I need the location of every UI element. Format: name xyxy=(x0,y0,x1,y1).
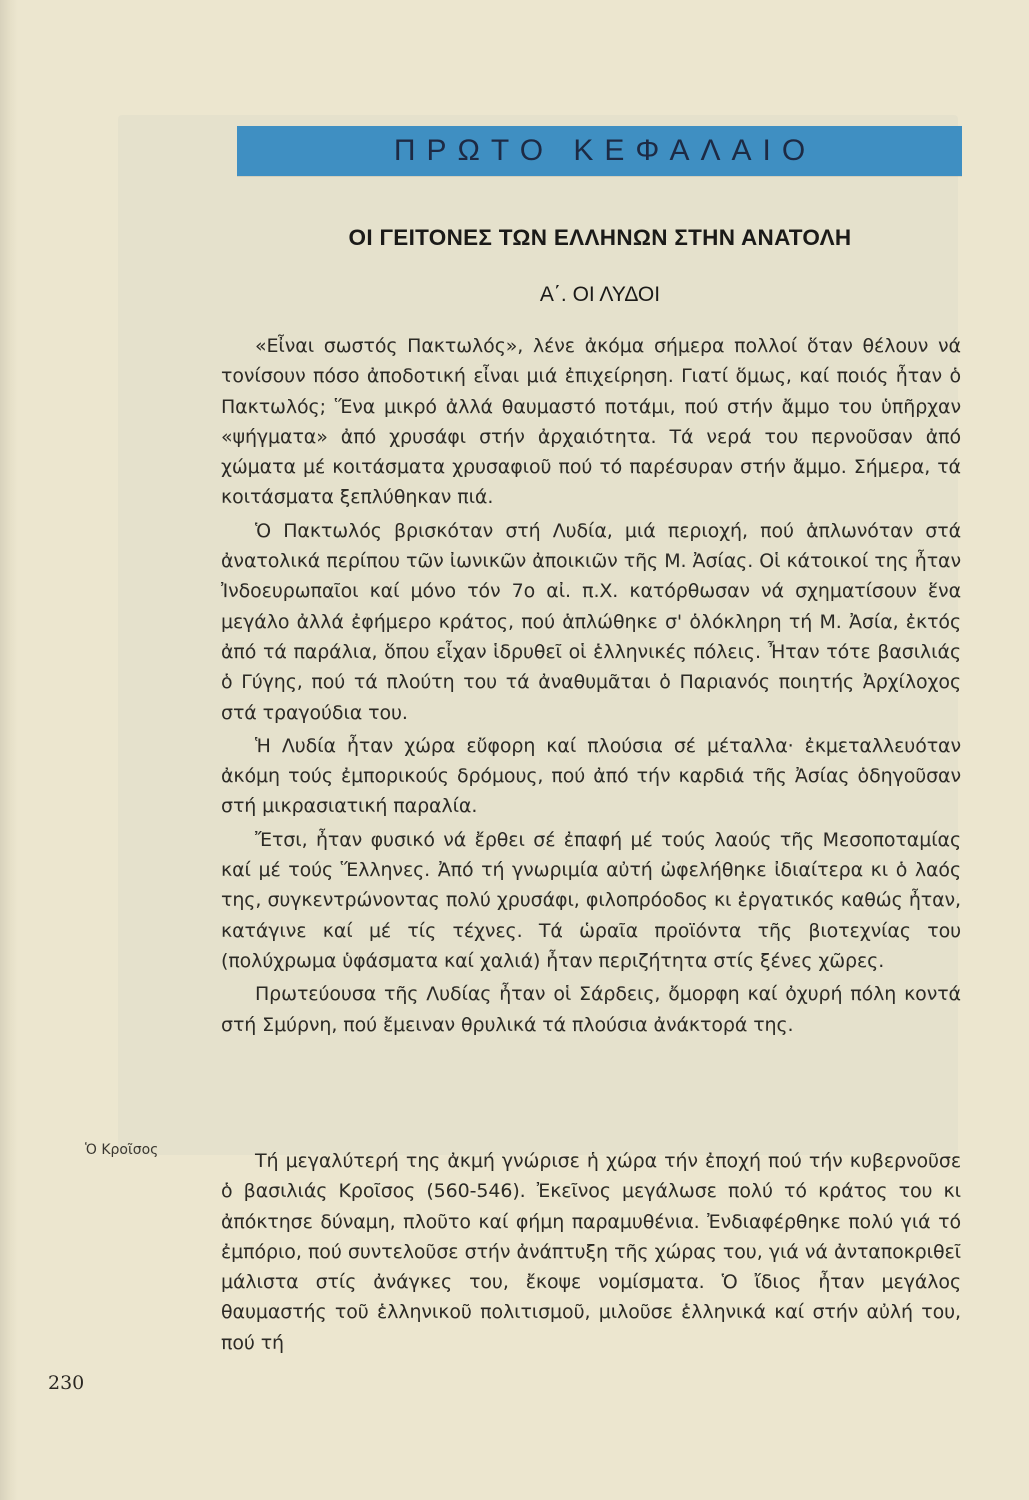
section-title: Α΄. ΟΙ ΛΥΔΟΙ xyxy=(539,283,661,306)
body-text-top xyxy=(221,331,961,1040)
paragraph-6: Τή μεγαλύτερή της ἀκμή γνώρισε ἡ χώρα τήν ἐποχή πού τήν κυβερνοῦσε ὁ βασιλιάς Κροῖσος (560-546). Ἐκεῖνος μεγάλωσε πολύ τό κράτος του κι ἀπόκτησε δύναμη, πλοῦτο καί φήμη παραμυθένια. Ἐνδιαφέρθηκε πολύ γιά τό ἐμπόριο, πού συντελοῦσε στήν ἀνάπτυξη τῆς χώρας του, γιά νά ἀνταποκριθεῖ μάλιστα στίς ἀνάγκες του, ἔκοψε νομίσματα. Ὁ ἴδιος ἦταν μεγάλος θαυμαστής τοῦ ἑλληνικοῦ πολιτισμοῦ, μιλοῦσε ἑλληνικά καί στήν αὐλή του, πού τή xyxy=(221,1150,961,1354)
page-number: 230 xyxy=(48,1372,85,1394)
page-edge xyxy=(0,0,18,1500)
page-title: ΟΙ ΓΕΙΤΟΝΕΣ ΤΩΝ ΕΛΛΗΝΩΝ ΣΤΗΝ ΑΝΑΤΟΛΗ xyxy=(348,225,852,250)
paragraph-3: Ἡ Λυδία ἦταν χώρα εὔφορη καί πλούσια σέ μέταλλα· ἐκμεταλλευόταν ἀκόμη τούς ἐμπορικούς δρόμους, πού ἀπό τήν καρδιά τῆς Ἀσίας ὁδηγοῦσαν στή μικρασιατική παραλία. xyxy=(221,734,961,818)
paragraph-1: «Εἶναι σωστός Πακτωλός», λένε ἀκόμα σήμερα πολλοί ὅταν θέλουν νά τονίσουν πόσο ἀποδοτική εἶναι μιά ἐπιχείρηση. Γιατί ὅμως, καί ποιός ἦταν ὁ Πακτωλός; Ἕνα μικρό ἀλλά θαυμαστό ποτάμι, πού στήν ἄμμο του ὑπῆρχαν «ψήγματα» ἀπό χρυσάφι στήν ἀρχαιότητα. Τά νερά του περνοῦσαν ἀπό χώματα μέ κοιτάσματα χρυσαφιοῦ πού τό παρέσυραν στήν ἄμμο. Σήμερα, τά κοιτάσματα ξεπλύθηκαν πιά. xyxy=(221,335,961,509)
paragraph-2: Ὁ Πακτωλός βρισκόταν στή Λυδία, μιά περιοχή, πού ἁπλωνόταν στά ἀνατολικά περίπου τῶν ἰωνικῶν ἀποικιῶν τῆς Μ. Ἀσίας. Οἱ κάτοικοί της ἦταν Ἰνδοευρωπαῖοι καί μόνο τόν 7ο αἰ. π.Χ. κατόρθωσαν νά σχηματίσουν ἕνα μεγάλο ἀλλά ἐφήμερο κράτος, πού ἁπλώθηκε σ' ὁλόκληρη τή Μ. Ἀσία, ἐκτός ἀπό τά παράλια, ὅπου εἶχαν ἱδρυθεῖ οἱ ἑλληνικές πόλεις. Ἦταν τότε βασιλιάς ὁ Γύγης, πού τά πλούτη του τά ἀναθυμᾶται ὁ Παριανός ποιητής Ἀρχίλοχος στά τραγούδια του. xyxy=(221,519,961,724)
chapter-banner xyxy=(237,126,962,176)
margin-note: Ὁ Κροῖσος xyxy=(85,1142,159,1158)
chapter-heading: ΠΡΩΤΟ ΚΕΦΑΛΑΙΟ xyxy=(393,134,817,167)
paragraph-4: Ἔτσι, ἦταν φυσικό νά ἔρθει σέ ἐπαφή μέ τούς λαούς τῆς Μεσοποταμίας καί μέ τούς Ἕλληνες. Ἀπό τή γνωριμία αὐτή ὠφελήθηκε ἰδιαίτερα κι ὁ λαός της, συγκεντρώνοντας πολύ χρυσάφι, φιλοπρόοδος κι ἐργατικός καθώς ἦταν, κατάγινε καί μέ τίς τέχνες. Τά ὡραῖα προϊόντα τῆς βιοτεχνίας του (πολύχρωμα ὑφάσματα καί χαλιά) ἦταν περιζήτητα στίς ξένες χῶρες. xyxy=(221,828,961,972)
paragraph-5: Πρωτεύουσα τῆς Λυδίας ἦταν οἱ Σάρδεις, ὄμορφη καί ὀχυρή πόλη κοντά στή Σμύρνη, πού ἔμειναν θρυλικά τά πλούσια ἀνάκτορά της. xyxy=(221,983,961,1036)
body-text-bottom xyxy=(221,1146,961,1358)
